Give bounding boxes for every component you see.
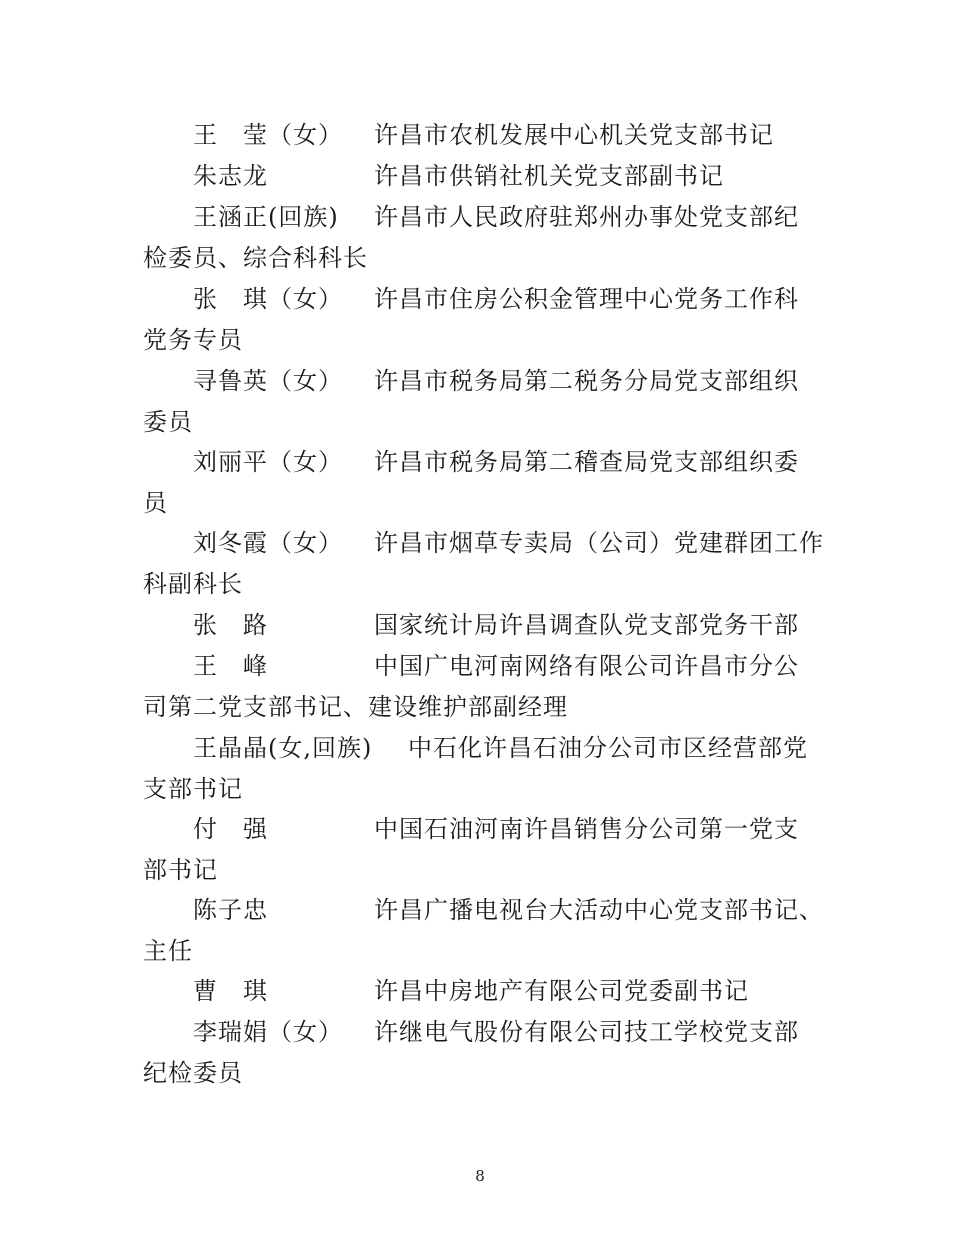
person-position: 国家统计局许昌调查队党支部党务干部 — [374, 611, 799, 639]
person-name: 寻鲁英（女） — [193, 367, 343, 395]
person-name: 朱志龙 — [193, 162, 268, 190]
list-item — [143, 115, 823, 156]
list-item — [143, 728, 823, 810]
list-item — [143, 523, 823, 605]
person-position: 许昌市农机发展中心机关党支部书记 — [374, 121, 774, 149]
list-item — [143, 442, 823, 524]
list-item — [143, 646, 823, 728]
person-position: 许昌广播电视台大活动中心党支部书记、 — [374, 896, 824, 924]
person-position: 许昌市税务局第二稽查局党支部组织委 — [374, 448, 799, 476]
list-item — [143, 361, 823, 443]
list-item — [143, 809, 823, 891]
list-item — [143, 279, 823, 361]
list-item — [143, 156, 823, 197]
person-name: 刘冬霞（女） — [193, 529, 343, 557]
person-position-continued: 支部书记 — [143, 775, 243, 803]
person-position-continued: 司第二党支部书记、建设维护部副经理 — [143, 693, 568, 721]
person-position-continued: 委员 — [143, 408, 193, 436]
person-position-continued: 检委员、综合科科长 — [143, 244, 368, 272]
person-name: 付 强 — [193, 815, 268, 843]
person-position-continued: 员 — [143, 489, 168, 517]
person-position: 许继电气股份有限公司技工学校党支部 — [374, 1018, 799, 1046]
person-position-continued: 纪检委员 — [143, 1059, 243, 1087]
person-position-continued: 主任 — [143, 937, 193, 965]
person-name: 王晶晶(女,回族) — [193, 734, 373, 762]
person-name: 陈子忠 — [193, 896, 268, 924]
person-name: 张 路 — [193, 611, 268, 639]
page-number: 8 — [475, 1167, 485, 1185]
person-name: 王涵正(回族) — [193, 203, 339, 231]
person-position: 中国石油河南许昌销售分公司第一党支 — [374, 815, 799, 843]
person-position: 许昌市烟草专卖局（公司）党建群团工作 — [374, 529, 824, 557]
list-item — [143, 1012, 823, 1094]
person-position: 许昌市住房公积金管理中心党务工作科 — [374, 285, 799, 313]
person-name: 李瑞娟（女） — [193, 1018, 343, 1046]
person-position: 许昌中房地产有限公司党委副书记 — [374, 977, 749, 1005]
person-position-continued: 部书记 — [143, 856, 218, 884]
list-item — [143, 971, 823, 1012]
list-item — [143, 197, 823, 279]
person-position-continued: 科副科长 — [143, 570, 243, 598]
person-name: 张 琪（女） — [193, 285, 343, 313]
person-name: 曹 琪 — [193, 977, 268, 1005]
person-position: 许昌市人民政府驻郑州办事处党支部纪 — [374, 203, 799, 231]
person-position: 许昌市供销社机关党支部副书记 — [374, 162, 724, 190]
list-item — [143, 890, 823, 972]
person-name: 刘丽平（女） — [193, 448, 343, 476]
person-name: 王 峰 — [193, 652, 268, 680]
person-position-continued: 党务专员 — [143, 326, 243, 354]
person-position: 中国广电河南网络有限公司许昌市分公 — [374, 652, 799, 680]
person-position: 许昌市税务局第二税务分局党支部组织 — [374, 367, 799, 395]
list-item — [143, 605, 823, 646]
person-position: 中石化许昌石油分公司市区经营部党 — [408, 734, 808, 762]
person-name: 王 莹（女） — [193, 121, 343, 149]
